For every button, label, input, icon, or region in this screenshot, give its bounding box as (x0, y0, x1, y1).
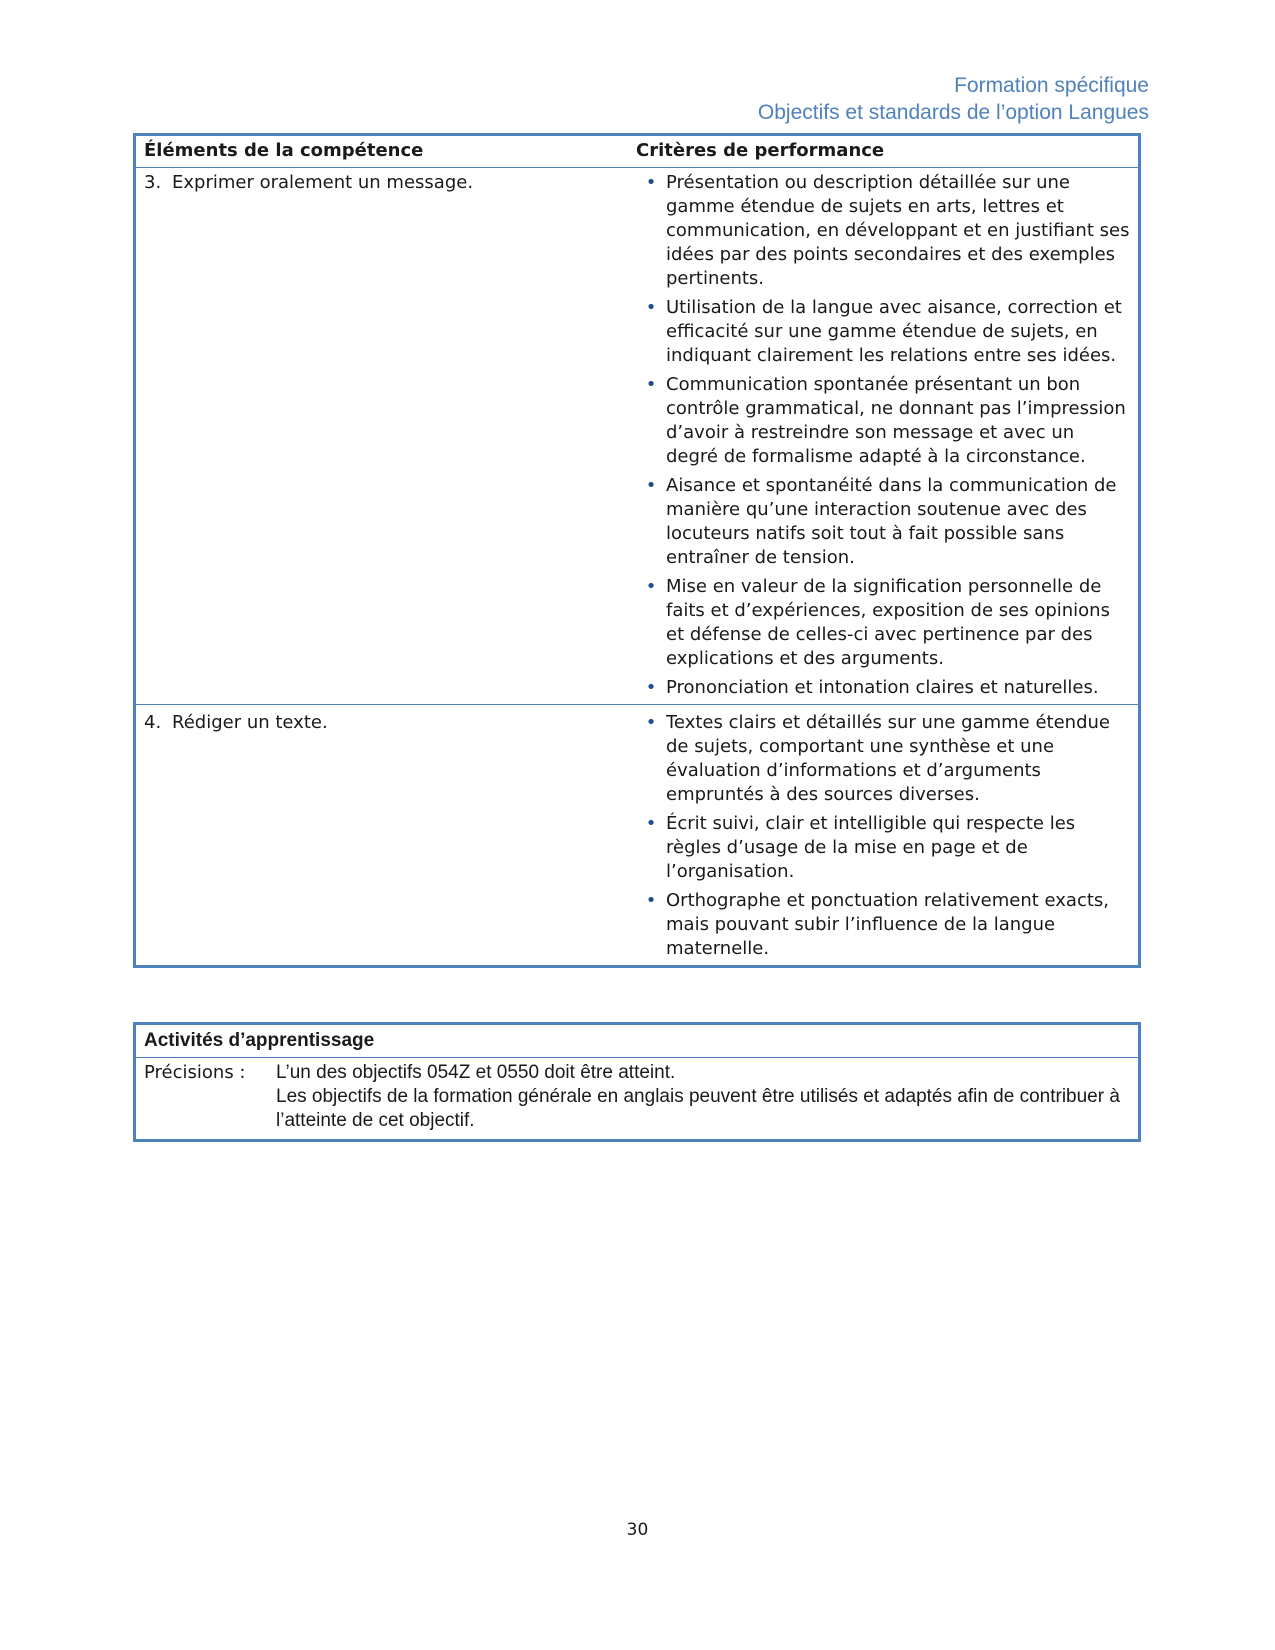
competency-table (133, 133, 1141, 968)
bullet-icon: • (645, 172, 657, 193)
precision-line: L’un des objectifs 054Z et 0550 doit être atteint. (276, 1062, 676, 1083)
list-item: • Prononciation et intonation claires et naturelles. (636, 676, 1130, 700)
list-item: • Aisance et spontanéité dans la communication de manière qu’une interaction soutenue avec des locuteurs natifs soit tout à fait possible sans entraîner de tension. (636, 474, 1130, 570)
list-item: • Mise en valeur de la signification personnelle de faits et d’expériences, exposition de ses opinions et défense de celles-ci avec pertinence par des explications et des arguments. (636, 575, 1130, 671)
precisions-row (136, 1058, 1138, 1139)
element-number: 3. (144, 172, 162, 193)
table-header-row (136, 136, 1138, 168)
criteria-cell (636, 705, 1138, 965)
precisions-text (276, 1061, 1130, 1133)
header-subtitle: Objectifs et standards de l’option Langues (757, 101, 1149, 124)
bullet-icon: • (645, 374, 657, 395)
list-item: • Présentation ou description détaillée sur une gamme étendue de sujets en arts, lettres et communication, en développant et en justifiant ses idées par des points secondaires et des exemples pertinents. (636, 171, 1130, 291)
page-number: 30 (626, 1520, 649, 1540)
element-text: Rédiger un texte. (172, 712, 328, 733)
activities-title: Activités d’apprentissage (136, 1025, 1138, 1058)
bullet-icon: • (645, 677, 657, 698)
list-item: • Textes clairs et détaillés sur une gamme étendue de sujets, comportant une synthèse et une évaluation d’informations et d’arguments empruntés à des sources diverses. (636, 711, 1130, 807)
list-item: • Utilisation de la langue avec aisance, correction et efficacité sur une gamme étendue de sujets, en indiquant clairement les relations entre ses idées. (636, 296, 1130, 368)
header-section-title: Formation spécifique (954, 74, 1149, 97)
precision-line: Les objectifs de la formation générale en anglais peuvent être utilisés et adaptés afin de contribuer à l’atteinte de cet objectif. (276, 1086, 1120, 1131)
criteria-list (636, 711, 1130, 961)
learning-activities-table (133, 1022, 1141, 1142)
list-item: • Écrit suivi, clair et intelligible qui respecte les règles d’usage de la mise en page et de l’organisation. (636, 812, 1130, 884)
element-cell (136, 168, 636, 704)
precisions-label: Précisions : (144, 1062, 246, 1083)
element-text: Exprimer oralement un message. (172, 172, 474, 193)
list-item: • Communication spontanée présentant un bon contrôle grammatical, ne donnant pas l’impression d’avoir à restreindre son message et avec un degré de formalisme adapté à la circonstance. (636, 373, 1130, 469)
bullet-icon: • (645, 475, 657, 496)
list-item: • Orthographe et ponctuation relativement exacts, mais pouvant subir l’influence de la langue maternelle. (636, 889, 1130, 961)
element-number: 4. (144, 712, 162, 733)
bullet-icon: • (645, 890, 657, 911)
bullet-icon: • (645, 297, 657, 318)
col-header-elements: Éléments de la compétence (144, 140, 424, 161)
table-row (136, 705, 1138, 965)
element-cell (136, 705, 636, 965)
bullet-icon: • (645, 576, 657, 597)
bullet-icon: • (645, 712, 657, 733)
criteria-cell (636, 168, 1138, 704)
running-header (758, 72, 1149, 126)
table-row (136, 168, 1138, 705)
col-header-criteria: Critères de performance (636, 140, 885, 161)
criteria-list (636, 171, 1130, 700)
bullet-icon: • (645, 813, 657, 834)
